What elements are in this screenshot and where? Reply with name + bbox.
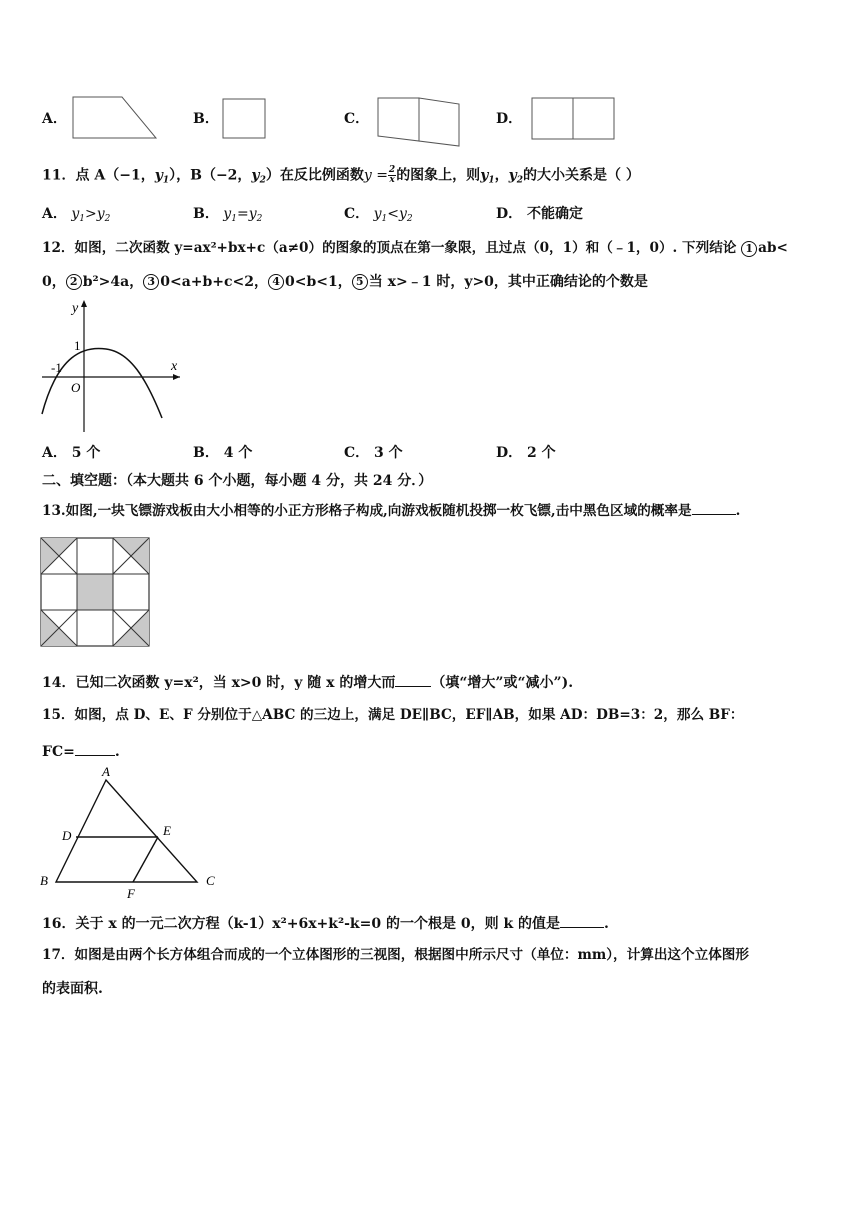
answer-blank (395, 672, 431, 687)
fraction-2-over-x: $\frac{2}{x}$ (388, 165, 396, 185)
q16-text: 16．关于 x 的一元二次方程（k-1）x²+6x+k²-k=0 的一个根是 0，则 k 的值是 . (42, 913, 609, 933)
q12-line1: 12．如图，二次函数 y=ax²+bx+c（a≠0）的图象的顶点在第一象限，且过点（0，1）和（﹣1，0）. 下列结论 1 ab< (42, 240, 788, 256)
q12-option-c: C． 3 个 (344, 445, 403, 461)
q11-option-b: B． $y_1=y_2$ (193, 206, 263, 224)
q10-option-a-figure (72, 96, 162, 142)
label-d: D (62, 828, 72, 843)
q15-line1: 15．如图，点 D、E、F 分别位于△ABC 的三边上，满足 DE∥BC，EF∥AB，如果 AD：DB=3：2，那么 BF： (42, 707, 744, 723)
graph-y-label: y (72, 301, 79, 316)
q12-line2: 0， 2 b²>4a， 3 0<a+b+c<2， 4 0<b<1， 5 当 x>﹣1 时，y>0，其中正确结论的个数是 (42, 274, 648, 290)
q12-option-b: B． 4 个 (193, 445, 253, 461)
q11-option-d: D． 不能确定 (496, 206, 584, 222)
q10-option-d-label: D． (496, 111, 523, 127)
label-b: B (40, 873, 48, 888)
q10-option-a-label: A． (42, 111, 67, 127)
q12-option-a: A． 5 个 (42, 445, 101, 461)
q11-option-c: C． $y_1<y_2$ (344, 206, 413, 224)
label-a: A (102, 764, 110, 779)
label-c: C (206, 873, 215, 888)
q17-line1: 17．如图是由两个长方体组合而成的一个立体图形的三视图，根据图中所示尺寸（单位：mm），计算出这个立体图形 (42, 947, 749, 963)
q10-option-d-figure (531, 97, 617, 141)
answer-blank (692, 500, 736, 515)
q10-option-c-figure (377, 96, 465, 148)
q15-triangle-figure (36, 762, 226, 902)
graph-tick-1: 1 (74, 338, 81, 353)
graph-tick-minus-1: -1 (51, 360, 62, 375)
q12-option-d: D． 2 个 (496, 445, 556, 461)
q14-text: 14．已知二次函数 y=x²，当 x>0 时，y 随 x 的增大而 （填“增大”或“减小”). (42, 672, 573, 692)
q15-line2: FC= . (42, 741, 120, 761)
q12-parabola-graph (38, 296, 188, 436)
q11-stem: 11．点 A（−1，$y_1$），B（−2，$y_2$）在反比例函数y = $\frac{2}{x}$ 的图象上，则$y_1$，$y_2$的大小关系是（ ） (42, 165, 640, 186)
graph-x-label: x (171, 359, 178, 374)
q10-option-b-figure (222, 98, 268, 140)
q10-option-b-label: B． (193, 111, 219, 127)
section-2-heading: 二、填空题：（本大题共 6 个小题，每小题 4 分，共 24 分．） (42, 473, 433, 489)
q13-text: 13.如图,一块飞镖游戏板由大小相等的小正方形格子构成,向游戏板随机投掷一枚飞镖,击中黑色区域的概率是 . (42, 500, 740, 520)
q11-option-a: A． $y_1>y_2$ (42, 206, 111, 224)
q13-dartboard-figure (40, 537, 152, 649)
answer-blank (560, 913, 604, 928)
q17-line2: 的表面积. (42, 981, 103, 997)
label-f: F (127, 886, 135, 901)
q10-option-c-label: C． (344, 111, 370, 127)
label-e: E (163, 823, 171, 838)
graph-origin-label: O (71, 380, 81, 395)
answer-blank (75, 741, 115, 756)
